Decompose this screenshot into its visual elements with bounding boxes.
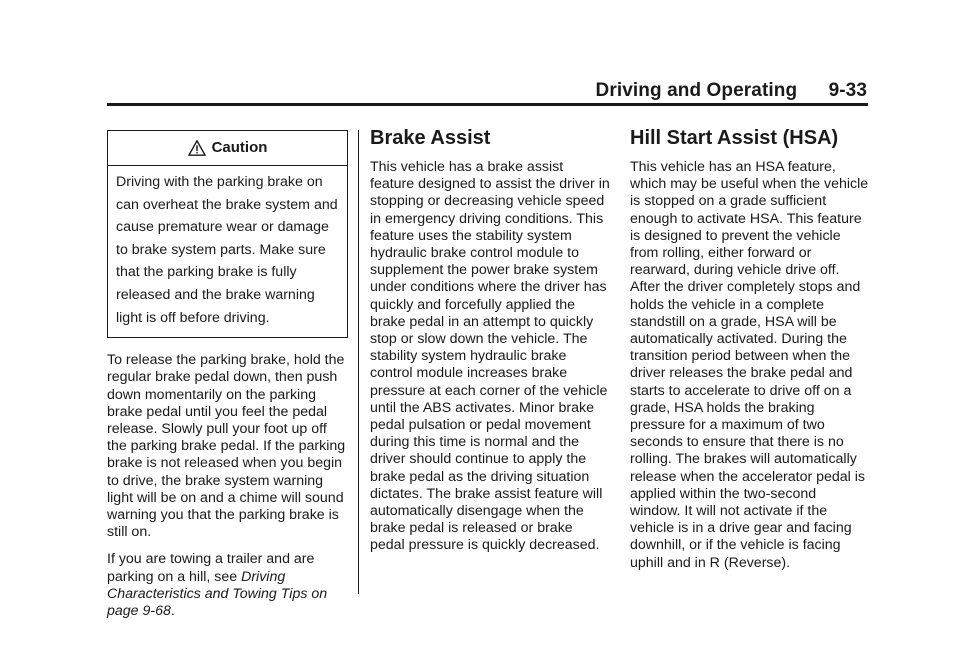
column-left (107, 126, 349, 630)
column-middle (370, 126, 610, 565)
page-number: 9-33 (828, 80, 867, 101)
towing-period: . (170, 603, 175, 619)
column-right (630, 126, 870, 582)
hsa-heading: Hill Start Assist (HSA) (630, 127, 839, 149)
warning-triangle-icon (188, 139, 206, 157)
hsa-body: This vehicle has an HSA feature, which may be useful when the vehicle is stopped on a grade sufficient enough to activate HSA. This feature is designed to prevent the vehicle from rolling, either forward or rearward, during vehicle drive off. After the driver completely stops and holds the vehicle in a complete standstill on a grade, HSA will be automatically activated. During the transition period between when the driver releases the brake pedal and starts to accelerate to drive off on a grade, HSA holds the braking pressure for a maximum of two seconds to ensure that there is no rolling. The brakes will automatically release when the accelerator pedal is applied within the two-second window. It will not activate if the vehicle is in a drive gear and facing downhill, or if the vehicle is facing uphill and in R (Reverse). (630, 159, 869, 571)
parking-brake-release-paragraph: To release the parking brake, hold the regular brake pedal down, then push down momentarily on the parking brake pedal until you feel the pedal release. Slowly pull your foot up off the parking brake pedal. If the parking brake is not released when you begin to drive, the brake system warning light will be on and a chime will sound warning you that the parking brake is still on. (107, 352, 346, 541)
towing-reference-link[interactable]: Driving Characteristics and Towing Tips on page 9-68 (107, 568, 328, 619)
column-divider (358, 130, 359, 594)
section-title: Driving and Operating (595, 80, 798, 101)
towing-text: If you are towing a trailer and are parking on a hill, see (107, 551, 315, 585)
brake-assist-body: This vehicle has a brake assist feature designed to assist the driver in stopping or decreasing vehicle speed in emergency driving conditions. This feature uses the stability system hydraulic brake control module to supplement the power brake system under conditions where the driver has quickly and forcefully applied the brake pedal in an attempt to quickly stop or slow down the vehicle. The stability system hydraulic brake control module increases brake pressure at each corner of the vehicle until the ABS activates. Minor brake pedal pulsation or pedal movement during this time is normal and the driver should continue to apply the brake pedal as the driving situation dictates. The brake assist feature will automatically disengage when the brake pedal is released or brake pedal pressure is quickly decreased. (370, 159, 610, 554)
towing-paragraph (107, 551, 349, 620)
caution-title: Caution (211, 139, 268, 157)
brake-assist-heading: Brake Assist (370, 127, 491, 149)
caution-box (107, 130, 348, 338)
caution-header (108, 131, 347, 166)
page-header (107, 80, 867, 104)
header-rule (107, 103, 868, 106)
caution-text: Driving with the parking brake on can overheat the brake system and cause premature wear or damage to brake system parts. Make sure that the parking brake is fully released and the brake warning light is off before driving. (116, 174, 338, 326)
